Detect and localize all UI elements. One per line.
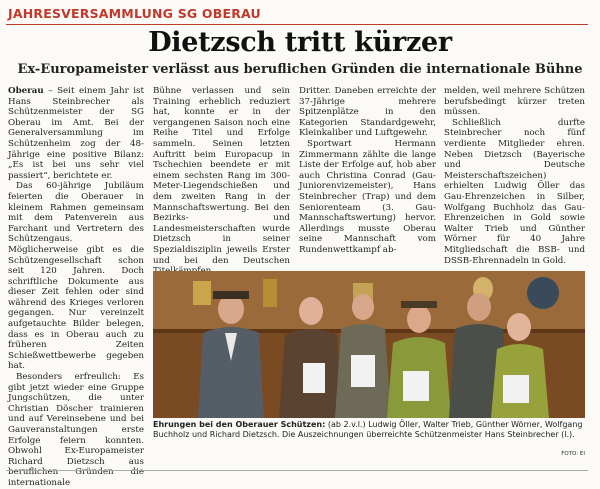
subheadline: Ex-Europameister verlässt aus beruflichen Gründen die internationale Bühne — [17, 62, 583, 77]
paragraph-text: – Seit einem Jahr ist Hans Steinbrecher als Schützenmeister der SG Oberau im Amt. Bei der Generalversammlung im Schützenheim zog der 48-Jährige eine positive Bilanz: „Es ist bei uns sehr viel passiert“, berichtete er. — [8, 86, 144, 181]
divider — [6, 470, 588, 471]
article-column-3 — [299, 86, 436, 270]
section-kicker — [6, 4, 588, 25]
photo-caption — [153, 420, 585, 440]
paragraph: Sportwart Hermann Zimmermann zählte die lange Liste der Erfolge auf, hob aber auch Christina Conrad (Gau-Juniorenvizemeister), Hans Steinbrecher (Trap) und dem Seniorenteam (3. Gau-Mannschaftswertung) hervor. Allerdings musste Oberau seine Mannschaft vom Rundenwettkampf ab- — [299, 138, 436, 255]
paragraph: melden, weil mehrere Schützen berufsbedingt kürzer treten müssen. — [444, 86, 585, 118]
dateline: Oberau — [8, 86, 44, 96]
headline: Dietzsch tritt kürzer — [148, 27, 452, 58]
photo-credit: FOTO: EI — [561, 451, 585, 457]
paragraph: Das 60-jährige Jubiläum feierten die Oberauer in kleinem Rahmen gemeinsam mit dem Patenverein aus Farchant und Vertretern des Schützengaus. Möglicherweise gibt es die Schützengesellschaft schon seit 120 Jahren. Doch schriftliche Dokumente aus dieser Zeit fehlen oder sind während des Krieges verloren gegangen. Nur vereinzelt aufgetauchte Bilder belegen, dass es in Oberau auch zu früheren Zeiten Schießwettbewerbe gegeben hat. — [8, 181, 144, 372]
paragraph: Besonders erfreulich: Es gibt jetzt wieder eine Gruppe Jungschützen, die unter Christian Döscher trainieren und auf Vereinsebene und bei Gauveranstaltungen erste Erfolge feiern konnten. Obwohl Ex-Europameister Richard Dietzsch aus beruflichen Gründen die internationale — [8, 372, 144, 488]
caption-lead: Ehrungen bei den Oberauer Schützen: — [153, 420, 326, 429]
kicker-text: JAHRESVERSAMMLUNG SG OBERAU — [8, 6, 261, 21]
article-column-1 — [8, 86, 144, 488]
caption-text: (ab 2.v.l.) Ludwig Öller, Walter Trieb, Günther Wörner, Wolfgang Buchholz und Richard Dietzsch. Die Auszeichnungen überreichte Schützenmeister Hans Steinbrecher (l.). — [153, 420, 583, 439]
photo-illustration — [153, 271, 585, 418]
paragraph — [8, 86, 144, 181]
paragraph: Dritter. Daneben erreichte der 37-Jährige mehrere Spitzenplätze in den Kategorien Standardgewehr, Kleinkaliber und Luftgewehr. — [299, 86, 436, 139]
article-column-4 — [444, 86, 585, 270]
group-photo — [153, 271, 585, 418]
paragraph: Bühne verlassen und sein Training erheblich reduziert hat, konnte er in der vergangenen Saison noch eine Reihe Titel und Erfolge sammeln. Seinen letzten Auftritt beim Europacup in Tschechien beendete er mit einem sechsten Rang im 300-Meter-Liegendschießen und dem zweiten Rang in der Mannschaftswertung. Bei den Bezirks- und Landesmeisterschaften wurde Dietzsch in seiner Spezialdisziplin jeweils Erster und bei den Deutschen — [153, 86, 290, 266]
article-column-2 — [153, 86, 290, 270]
paragraph: Schließlich durfte Steinbrecher noch fünf verdiente Mitglieder ehren. Neben Dietzsch (Bayerische und Deutsche Meisterschaftszeichen) erhielten Ludwig Öller das Gau-Ehrenzeichen in Silber, Wolfgang Buchholz das Gau-Ehrenzeichen in Gold sowie Walter Trieb und Günther Wörner für 40 Jahre Mitgliedschaft die BSB- und DSSB-Ehrennadeln in Gold. — [444, 117, 585, 266]
